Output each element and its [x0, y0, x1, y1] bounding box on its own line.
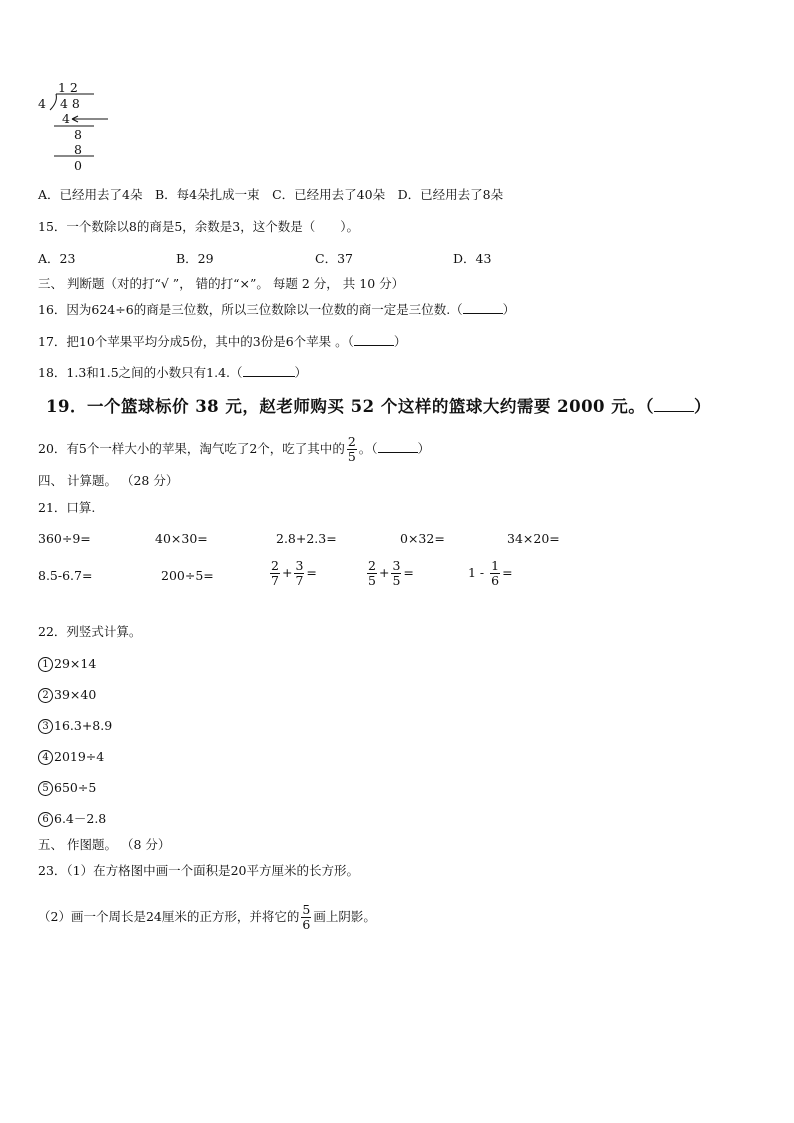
- q19-text: 19．一个篮球标价 38 元，赵老师购买 52 个这样的篮球大约需要 2000 元。（: [46, 397, 655, 416]
- oral-calc-8: $\frac{2}{7}$ + $\frac{3}{7}$ =: [271, 558, 317, 588]
- q15-option-d: D．43: [453, 251, 492, 266]
- q20-end: ）: [417, 441, 431, 456]
- oral-calc-1: 360÷9=: [38, 531, 91, 546]
- division-step-1: 4: [62, 111, 70, 126]
- section3-title: 三、 判断题（对的打“√ ”， 错的打“×”。 每题 2 分， 共 10 分）: [38, 276, 405, 291]
- q22-item-2: 2 39×40: [38, 687, 96, 703]
- q18-end: ）: [294, 365, 308, 380]
- q15-text: 15．一个数除以8的商是5，余数是3，这个数是（ ）。: [38, 219, 360, 234]
- oral-calc-5: 34×20=: [507, 531, 560, 546]
- q21-title: 21．口算.: [38, 500, 96, 515]
- long-division-diagram: [36, 80, 126, 176]
- q18-text: 18．1.3和1.5之间的小数只有1.4.（: [38, 365, 243, 380]
- q23-fraction: $\frac{5}{6}$: [302, 902, 311, 932]
- q15-option-c: C．37: [315, 251, 353, 266]
- q23-part-1: 23．（1）在方格图中画一个面积是20平方厘米的长方形。: [38, 863, 360, 878]
- q16-end: ）: [502, 302, 516, 317]
- q22-item-3: 3 16.3+8.9: [38, 718, 112, 734]
- q14-options: A．已经用去了4朵 B．每4朵扎成一束 C．已经用去了40朵 D．已经用去了8朵: [38, 187, 504, 202]
- division-divisor: 4: [38, 96, 46, 111]
- q22-item-5: 5 650÷5: [38, 780, 96, 796]
- division-remainder: 0: [74, 158, 82, 173]
- oral-calc-3: 2.8+2.3=: [276, 531, 337, 546]
- q16: [38, 302, 515, 318]
- q17: [38, 334, 406, 350]
- oral-calc-4: 0×32=: [400, 531, 445, 546]
- q18: [38, 365, 307, 381]
- q16-answer-blank[interactable]: [463, 313, 503, 314]
- oral-calc-7: 200÷5=: [161, 568, 214, 583]
- q19-answer-blank[interactable]: [654, 411, 694, 412]
- q15-option-b: B．29: [176, 251, 214, 266]
- q17-text: 17．把10个苹果平均分成5份，其中的3份是6个苹果 。（: [38, 334, 354, 349]
- oral-calc-9: $\frac{2}{5}$ + $\frac{3}{5}$ =: [368, 558, 414, 588]
- q23-part-2: （2）画一个周长是24厘米的正方形，并将它的 $\frac{5}{6}$ 画上阴影。: [38, 902, 376, 932]
- q18-answer-blank[interactable]: [243, 376, 295, 377]
- division-step-2: 8: [74, 127, 82, 142]
- section4-title: 四、 计算题。 （28 分）: [38, 473, 179, 488]
- division-step-3: 8: [74, 142, 82, 157]
- q19: [46, 399, 711, 415]
- q22-title: 22．列竖式计算。: [38, 624, 142, 639]
- q20-tail: 。（: [358, 441, 378, 456]
- q20-text: 20．有5个一样大小的苹果，淘气吃了2个，吃了其中的: [38, 441, 345, 456]
- q20-answer-blank[interactable]: [378, 452, 418, 453]
- q22-item-6: 6 6.4－2.8: [38, 811, 106, 827]
- q22-item-1: 1 29×14: [38, 656, 96, 672]
- section5-title: 五、 作图题。 （8 分）: [38, 837, 171, 852]
- oral-calc-6: 8.5-6.7=: [38, 568, 93, 583]
- division-quotient: 1 2: [58, 80, 78, 95]
- q15-option-a: A．23: [38, 251, 76, 266]
- q16-text: 16．因为624÷6的商是三位数，所以三位数除以一位数的商一定是三位数.（: [38, 302, 463, 317]
- q19-end: ）: [694, 397, 712, 416]
- division-dividend: 4 8: [60, 96, 80, 111]
- q17-answer-blank[interactable]: [354, 345, 394, 346]
- q22-item-4: 4 2019÷4: [38, 749, 104, 765]
- oral-calc-2: 40×30=: [155, 531, 208, 546]
- oral-calc-10: 1 - $\frac{1}{6}$ =: [468, 558, 513, 588]
- q17-end: ）: [393, 334, 407, 349]
- q20-fraction: $\frac{2}{5}$: [347, 434, 356, 464]
- q20: [38, 434, 430, 464]
